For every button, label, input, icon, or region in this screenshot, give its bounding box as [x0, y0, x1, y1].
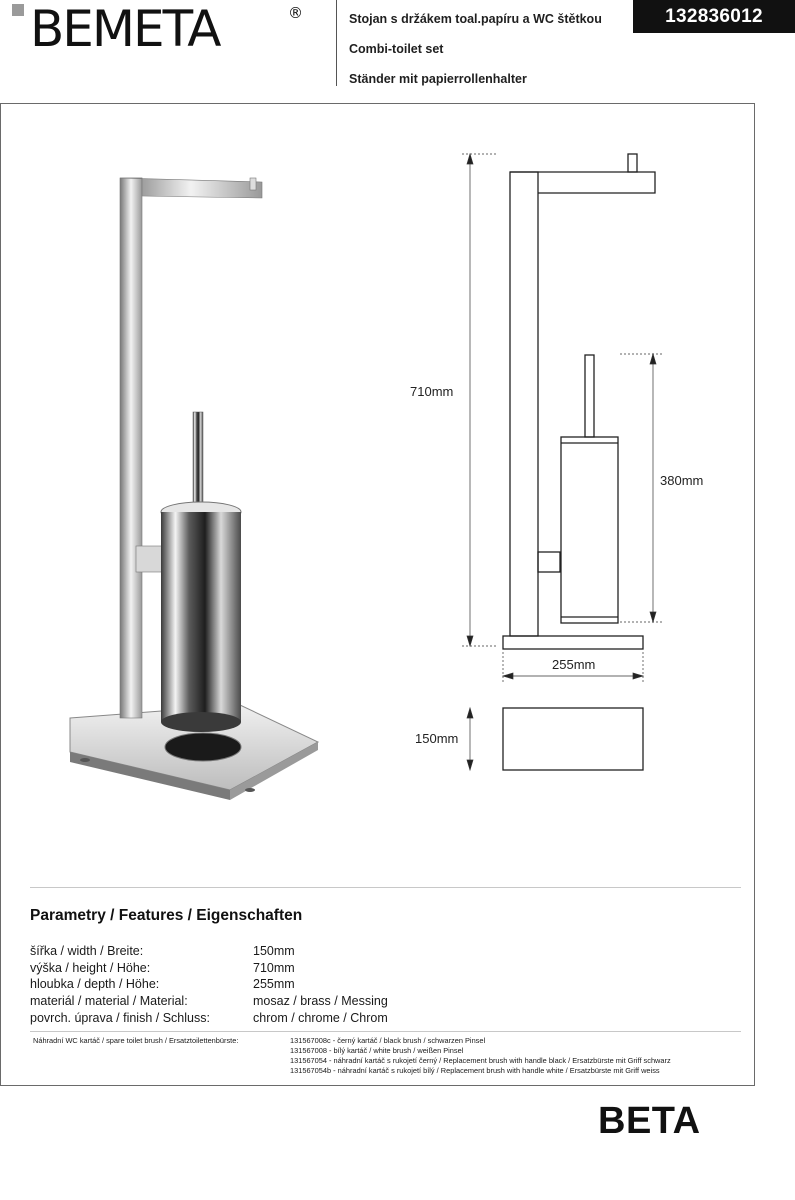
features-title: Parametry / Features / Eigenschaften [30, 907, 303, 924]
spec-value: 150mm [253, 944, 295, 958]
spec-label: hloubka / depth / Höhe: [30, 977, 160, 991]
spare-item: 131567054 - náhradní kartáč s rukojetí černý / Replacement brush with handle black / Ersatzbürste mit Griff schwarz [290, 1056, 671, 1065]
product-photo [40, 150, 340, 810]
product-title-de: Ständer mit papierrollenhalter [349, 72, 527, 86]
spec-value: chrom / chrome / Chrom [253, 1011, 388, 1025]
product-code: 132836012 [633, 0, 795, 33]
section-divider [30, 1031, 741, 1032]
header-separator [336, 0, 337, 86]
product-title-cz: Stojan s držákem toal.papíru a WC štětkou [349, 12, 602, 26]
dim-width: 255mm [552, 657, 596, 672]
spec-label: šířka / width / Breite: [30, 944, 144, 958]
dim-brush-height: 380mm [660, 473, 704, 488]
dim-depth: 150mm [415, 731, 459, 746]
product-title-en: Combi-toilet set [349, 42, 444, 56]
series-name: BETA [598, 1100, 701, 1142]
spec-label: výška / height / Höhe: [30, 961, 151, 975]
bemeta-logo [12, 0, 322, 56]
dim-total-height: 710mm [410, 384, 454, 399]
spec-value: mosaz / brass / Messing [253, 994, 388, 1008]
section-divider [30, 887, 741, 888]
svg-text:®: ® [288, 4, 303, 22]
spec-value: 710mm [253, 961, 295, 975]
spare-item: 131567054b - náhradní kartáč s rukojetí bílý / Replacement brush with handle white / Ersatzbürste mit Griff weiss [290, 1066, 660, 1075]
technical-drawing [380, 140, 710, 790]
spare-item: 131567008 - bílý kartáč / white brush / weißen Pinsel [290, 1046, 464, 1055]
svg-text:BEMETA: BEMETA [30, 0, 220, 56]
spare-item: 131567008c - černý kartáč / black brush / schwarzen Pinsel [290, 1036, 486, 1045]
spec-value: 255mm [253, 977, 295, 991]
spec-label: materiál / material / Material: [30, 994, 188, 1008]
spare-brush-label: Náhradní WC kartáč / spare toilet brush / Ersatztoilettenbürste: [33, 1036, 239, 1045]
spec-label: povrch. úprava / finish / Schluss: [30, 1011, 210, 1025]
